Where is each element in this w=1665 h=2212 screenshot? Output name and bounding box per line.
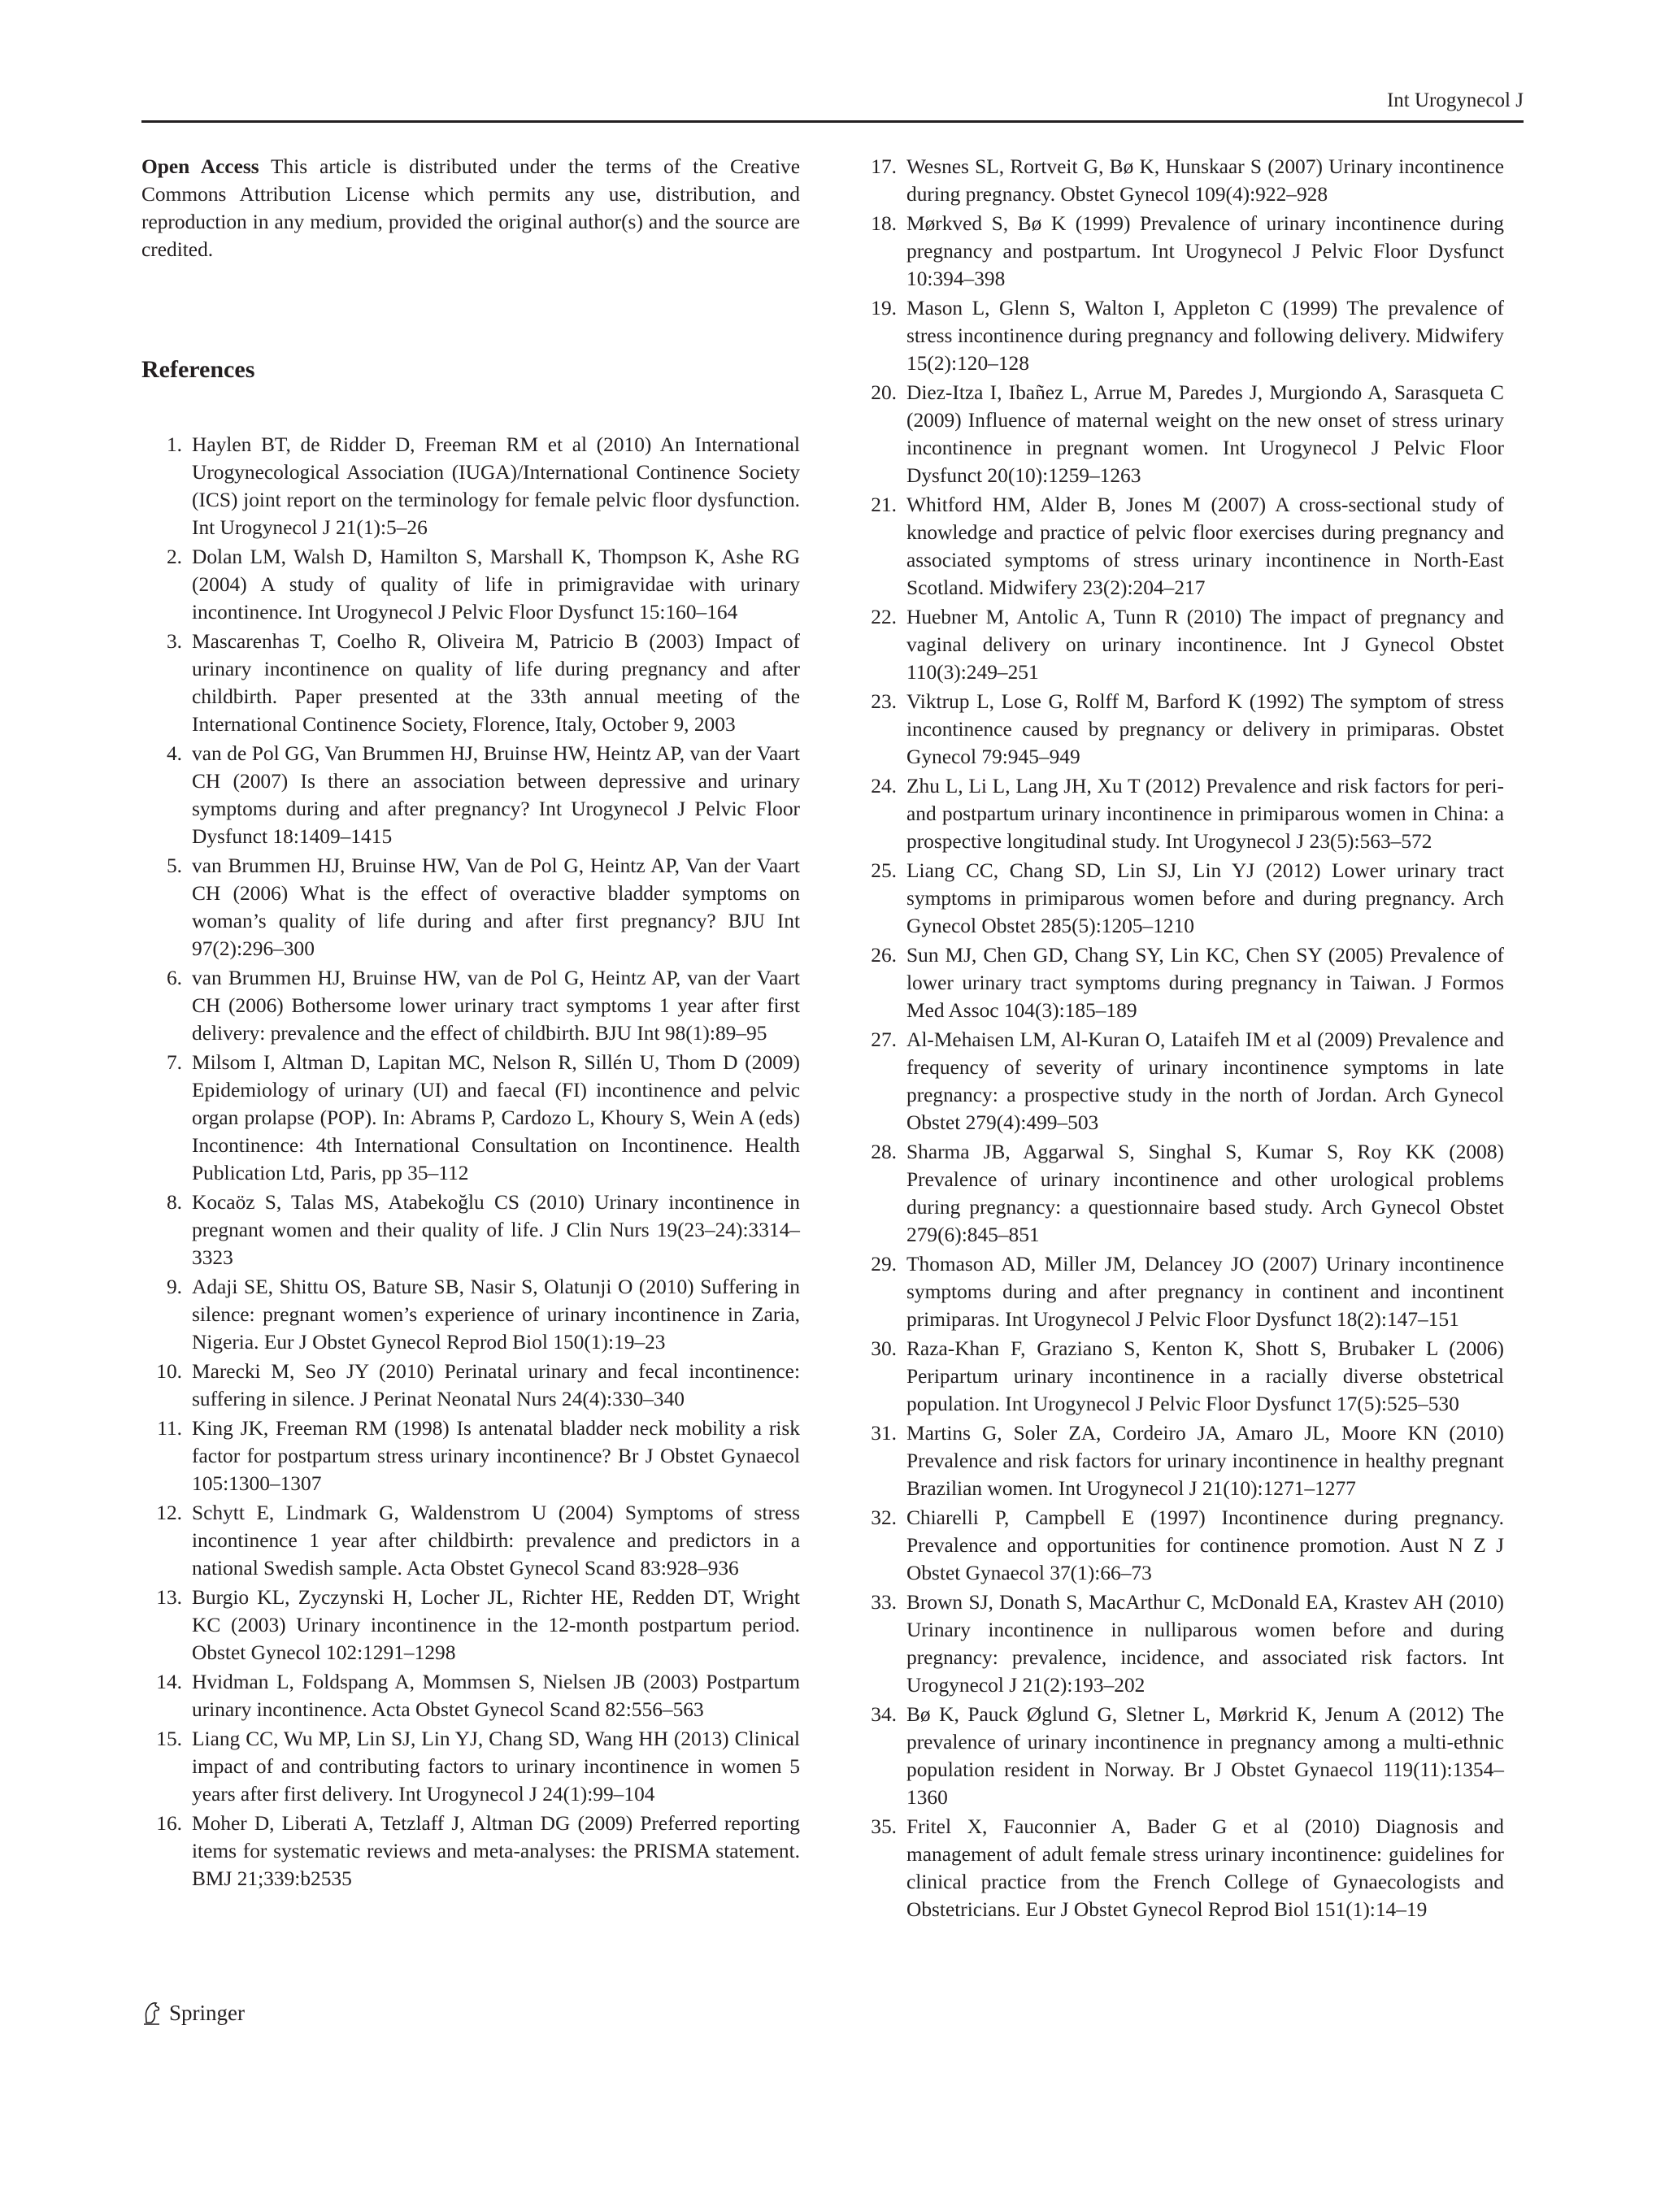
- reference-item: [141, 1810, 800, 1893]
- reference-number: 13.: [156, 1586, 182, 1609]
- reference-item: [141, 628, 800, 738]
- references-list-right: [856, 153, 1504, 1923]
- reference-number: 20.: [871, 381, 897, 404]
- reference-text: Kocaöz S, Talas MS, Atabekoğlu CS (2010) Urinary incontinence in pregnant women and their quality of life. J Clin Nurs 19(23–24):3314–3323: [192, 1191, 800, 1269]
- reference-item: [141, 1415, 800, 1497]
- open-access-statement: [141, 153, 800, 263]
- reference-number: 14.: [156, 1671, 182, 1693]
- reference-text: Burgio KL, Zyczynski H, Locher JL, Richter HE, Redden DT, Wright KC (2003) Urinary incontinence in the 12-month postpartum period. Obstet Gynecol 102:1291–1298: [192, 1586, 800, 1664]
- reference-number: 10.: [156, 1360, 182, 1383]
- reference-number: 11.: [157, 1417, 182, 1440]
- reference-item: [856, 1419, 1504, 1502]
- left-column: [141, 153, 800, 1890]
- reference-item: [141, 1668, 800, 1723]
- reference-item: [141, 964, 800, 1047]
- reference-item: [856, 1813, 1504, 1923]
- reference-number: 27.: [871, 1028, 897, 1051]
- reference-number: 30.: [871, 1337, 897, 1360]
- reference-text: Viktrup L, Lose G, Rolff M, Barford K (1992) The symptom of stress incontinence caused by pregnancy or delivery in primiparas. Obstet Gynecol 79:945–949: [906, 690, 1504, 768]
- reference-item: [856, 1504, 1504, 1587]
- references-list-left: [141, 431, 800, 1894]
- reference-text: Chiarelli P, Campbell E (1997) Incontinence during pregnancy. Prevalence and opportunities for continence promotion. Aust N Z J Obstet Gynaecol 37(1):66–73: [906, 1506, 1504, 1584]
- reference-number: 15.: [156, 1727, 182, 1750]
- reference-item: [856, 153, 1504, 208]
- reference-item: [856, 1026, 1504, 1136]
- reference-item: [856, 1588, 1504, 1699]
- reference-number: 5.: [166, 854, 182, 877]
- page-footer: [141, 2000, 245, 2026]
- open-access-text: This article is distributed under the terms of the Creative Commons Attribution License which permits any use, distribution, and reproduction in any medium, provided the original author(s) and the source are credited.: [141, 155, 800, 261]
- reference-number: 31.: [871, 1422, 897, 1445]
- reference-text: van Brummen HJ, Bruinse HW, Van de Pol G, Heintz AP, Van der Vaart CH (2006) What is the effect of overactive bladder symptoms on woman’s quality of life during and after first pregnancy? BJU Int 97(2):296–300: [192, 854, 800, 960]
- reference-number: 33.: [871, 1591, 897, 1614]
- reference-text: King JK, Freeman RM (1998) Is antenatal bladder neck mobility a risk factor for postpartum stress urinary incontinence? Br J Obstet Gynaecol 105:1300–1307: [192, 1417, 800, 1495]
- reference-text: Mørkved S, Bø K (1999) Prevalence of urinary incontinence during pregnancy and postpartum. Int Urogynecol J Pelvic Floor Dysfunct 10:394–398: [906, 212, 1504, 290]
- reference-item: [856, 379, 1504, 489]
- reference-number: 17.: [871, 155, 897, 178]
- reference-item: [141, 1584, 800, 1667]
- reference-number: 1.: [166, 433, 182, 456]
- reference-item: [856, 941, 1504, 1024]
- reference-text: Diez-Itza I, Ibañez L, Arrue M, Paredes J, Murgiondo A, Sarasqueta C (2009) Influence of maternal weight on the new onset of stress urinary incontinence in pregnant women. Int Urogynecol J Pelvic Floor Dysfunct 20(10):1259–1263: [906, 381, 1504, 487]
- reference-text: Liang CC, Chang SD, Lin SJ, Lin YJ (2012) Lower urinary tract symptoms in primiparous women before and during pregnancy. Arch Gynecol Obstet 285(5):1205–1210: [906, 859, 1504, 937]
- reference-text: Martins G, Soler ZA, Cordeiro JA, Amaro JL, Moore KN (2010) Prevalence and risk factors for urinary incontinence in healthy pregnant Brazilian women. Int Urogynecol J 21(10):1271–1277: [906, 1422, 1504, 1500]
- reference-text: Bø K, Pauck Øglund G, Sletner L, Mørkrid K, Jenum A (2012) The prevalence of urinary incontinence in pregnancy among a multi-ethnic population resident in Norway. Br J Obstet Gynaecol 119(11):1354–1360: [906, 1703, 1504, 1809]
- springer-horse-icon: [141, 2000, 163, 2026]
- reference-item: [141, 740, 800, 850]
- reference-item: [141, 1189, 800, 1271]
- reference-text: Zhu L, Li L, Lang JH, Xu T (2012) Prevalence and risk factors for peri- and postpartum urinary incontinence in primiparous women in China: a prospective longitudinal study. Int Urogynecol J 23(5):563–572: [906, 775, 1504, 853]
- reference-number: 21.: [871, 493, 897, 516]
- reference-number: 29.: [871, 1253, 897, 1275]
- reference-text: Hvidman L, Foldspang A, Mommsen S, Nielsen JB (2003) Postpartum urinary incontinence. Acta Obstet Gynecol Scand 82:556–563: [192, 1671, 800, 1721]
- reference-item: [856, 1701, 1504, 1811]
- open-access-heading: Open Access: [141, 155, 259, 178]
- reference-text: Sharma JB, Aggarwal S, Singhal S, Kumar S, Roy KK (2008) Prevalence of urinary incontinence and other urological problems during pregnancy: a questionnaire based study. Arch Gynecol Obstet 279(6):845–851: [906, 1141, 1504, 1246]
- reference-item: [141, 543, 800, 626]
- reference-item: [856, 491, 1504, 602]
- reference-item: [856, 603, 1504, 686]
- reference-item: [141, 1049, 800, 1187]
- publisher-name: Springer: [169, 2000, 245, 2025]
- reference-item: [856, 688, 1504, 771]
- reference-number: 34.: [871, 1703, 897, 1726]
- reference-number: 18.: [871, 212, 897, 235]
- reference-number: 16.: [156, 1812, 182, 1835]
- journal-name: Int Urogynecol J: [1386, 89, 1524, 111]
- reference-text: van de Pol GG, Van Brummen HJ, Bruinse HW, Heintz AP, van der Vaart CH (2007) Is there an association between depressive and urinary symptoms during and after pregnancy? Int Urogynecol J Pelvic Floor Dysfunct 18:1409–1415: [192, 742, 800, 848]
- reference-item: [141, 1358, 800, 1413]
- reference-text: Huebner M, Antolic A, Tunn R (2010) The impact of pregnancy and vaginal delivery on urinary incontinence. Int J Gynecol Obstet 110(3):249–251: [906, 606, 1504, 684]
- reference-item: [141, 852, 800, 963]
- reference-item: [141, 1499, 800, 1582]
- references-heading: References: [141, 356, 255, 383]
- reference-number: 8.: [166, 1191, 182, 1214]
- reference-item: [856, 294, 1504, 377]
- reference-text: Milsom I, Altman D, Lapitan MC, Nelson R, Sillén U, Thom D (2009) Epidemiology of urinary (UI) and faecal (FI) incontinence and pelvic organ prolapse (POP). In: Abrams P, Cardozo L, Khoury S, Wein A (eds) Incontinence: 4th International Consultation on Incontinence. Health Publication Ltd, Paris, pp 35–112: [192, 1051, 800, 1184]
- reference-text: van Brummen HJ, Bruinse HW, van de Pol G, Heintz AP, van der Vaart CH (2006) Bothersome lower urinary tract symptoms 1 year after first delivery: prevalence and the effect of childbirth. BJU Int 98(1):89–95: [192, 967, 800, 1045]
- reference-item: [856, 772, 1504, 855]
- reference-number: 2.: [166, 545, 182, 568]
- reference-text: Raza-Khan F, Graziano S, Kenton K, Shott S, Brubaker L (2006) Peripartum urinary incontinence in a racially diverse obstetrical population. Int Urogynecol J Pelvic Floor Dysfunct 17(5):525–530: [906, 1337, 1504, 1415]
- reference-text: Wesnes SL, Rortveit G, Bø K, Hunskaar S (2007) Urinary incontinence during pregnancy. Obstet Gynecol 109(4):922–928: [906, 155, 1504, 206]
- reference-text: Liang CC, Wu MP, Lin SJ, Lin YJ, Chang SD, Wang HH (2013) Clinical impact of and contributing factors to urinary incontinence in women 5 years after first delivery. Int Urogynecol J 24(1):99–104: [192, 1727, 800, 1806]
- reference-text: Whitford HM, Alder B, Jones M (2007) A cross-sectional study of knowledge and practice of pelvic floor exercises during pregnancy and associated symptoms of stress urinary incontinence in North-East Scotland. Midwifery 23(2):204–217: [906, 493, 1504, 599]
- reference-item: [856, 857, 1504, 940]
- reference-text: Adaji SE, Shittu OS, Bature SB, Nasir S, Olatunji O (2010) Suffering in silence: pregnant women’s experience of urinary incontinence in Zaria, Nigeria. Eur J Obstet Gynecol Reprod Biol 150(1):19–23: [192, 1275, 800, 1354]
- reference-text: Fritel X, Fauconnier A, Bader G et al (2010) Diagnosis and management of adult female stress urinary incontinence: guidelines for clinical practice from the French College of Gynaecologists and Obstetricians. Eur J Obstet Gynecol Reprod Biol 151(1):14–19: [906, 1815, 1504, 1921]
- reference-number: 24.: [871, 775, 897, 797]
- reference-number: 25.: [871, 859, 897, 882]
- reference-text: Marecki M, Seo JY (2010) Perinatal urinary and fecal incontinence: suffering in silence. J Perinat Neonatal Nurs 24(4):330–340: [192, 1360, 800, 1410]
- reference-number: 9.: [166, 1275, 182, 1298]
- reference-text: Schytt E, Lindmark G, Waldenstrom U (2004) Symptoms of stress incontinence 1 year after childbirth: prevalence and predictors in a national Swedish sample. Acta Obstet Gynecol Scand 83:928–936: [192, 1501, 800, 1580]
- reference-number: 35.: [871, 1815, 897, 1838]
- reference-item: [141, 1273, 800, 1356]
- reference-number: 32.: [871, 1506, 897, 1529]
- reference-text: Thomason AD, Miller JM, Delancey JO (2007) Urinary incontinence symptoms during and after pregnancy in continent and incontinent primiparas. Int Urogynecol J Pelvic Floor Dysfunct 18(2):147–151: [906, 1253, 1504, 1331]
- reference-item: [856, 1250, 1504, 1333]
- reference-text: Al-Mehaisen LM, Al-Kuran O, Lataifeh IM et al (2009) Prevalence and frequency of severity of urinary incontinence symptoms in late pregnancy: a prospective study in the north of Jordan. Arch Gynecol Obstet 279(4):499–503: [906, 1028, 1504, 1134]
- reference-number: 12.: [156, 1501, 182, 1524]
- reference-text: Mascarenhas T, Coelho R, Oliveira M, Patricio B (2003) Impact of urinary incontinence on quality of life during pregnancy and after childbirth. Paper presented at the 33th annual meeting of the International Continence Society, Florence, Italy, October 9, 2003: [192, 630, 800, 736]
- reference-item: [856, 1138, 1504, 1249]
- reference-number: 19.: [871, 297, 897, 319]
- reference-text: Sun MJ, Chen GD, Chang SY, Lin KC, Chen SY (2005) Prevalence of lower urinary tract symptoms during pregnancy in Taiwan. J Formos Med Assoc 104(3):185–189: [906, 944, 1504, 1022]
- reference-text: Mason L, Glenn S, Walton I, Appleton C (1999) The prevalence of stress incontinence during pregnancy and following delivery. Midwifery 15(2):120–128: [906, 297, 1504, 375]
- reference-text: Moher D, Liberati A, Tetzlaff J, Altman DG (2009) Preferred reporting items for systematic reviews and meta-analyses: the PRISMA statement. BMJ 21;339:b2535: [192, 1812, 800, 1890]
- reference-number: 3.: [166, 630, 182, 653]
- reference-item: [141, 1725, 800, 1808]
- reference-item: [856, 1335, 1504, 1418]
- reference-number: 23.: [871, 690, 897, 713]
- reference-text: Haylen BT, de Ridder D, Freeman RM et al (2010) An International Urogynecological Association (IUGA)/International Continence Society (ICS) joint report on the terminology for female pelvic floor dysfunction. Int Urogynecol J 21(1):5–26: [192, 433, 800, 539]
- reference-number: 6.: [166, 967, 182, 989]
- right-column: [856, 153, 1504, 1925]
- reference-number: 26.: [871, 944, 897, 967]
- reference-item: [856, 210, 1504, 293]
- reference-item: [141, 431, 800, 541]
- reference-number: 22.: [871, 606, 897, 628]
- reference-number: 7.: [166, 1051, 182, 1074]
- reference-number: 28.: [871, 1141, 897, 1163]
- reference-number: 4.: [166, 742, 182, 765]
- reference-text: Brown SJ, Donath S, MacArthur C, McDonald EA, Krastev AH (2010) Urinary incontinence in nulliparous women before and during pregnancy: prevalence, incidence, and associated risk factors. Int Urogynecol J 21(2):193–202: [906, 1591, 1504, 1697]
- header-rule: [141, 120, 1524, 123]
- reference-text: Dolan LM, Walsh D, Hamilton S, Marshall K, Thompson K, Ashe RG (2004) A study of quality of life in primigravidae with urinary incontinence. Int Urogynecol J Pelvic Floor Dysfunct 15:160–164: [192, 545, 800, 624]
